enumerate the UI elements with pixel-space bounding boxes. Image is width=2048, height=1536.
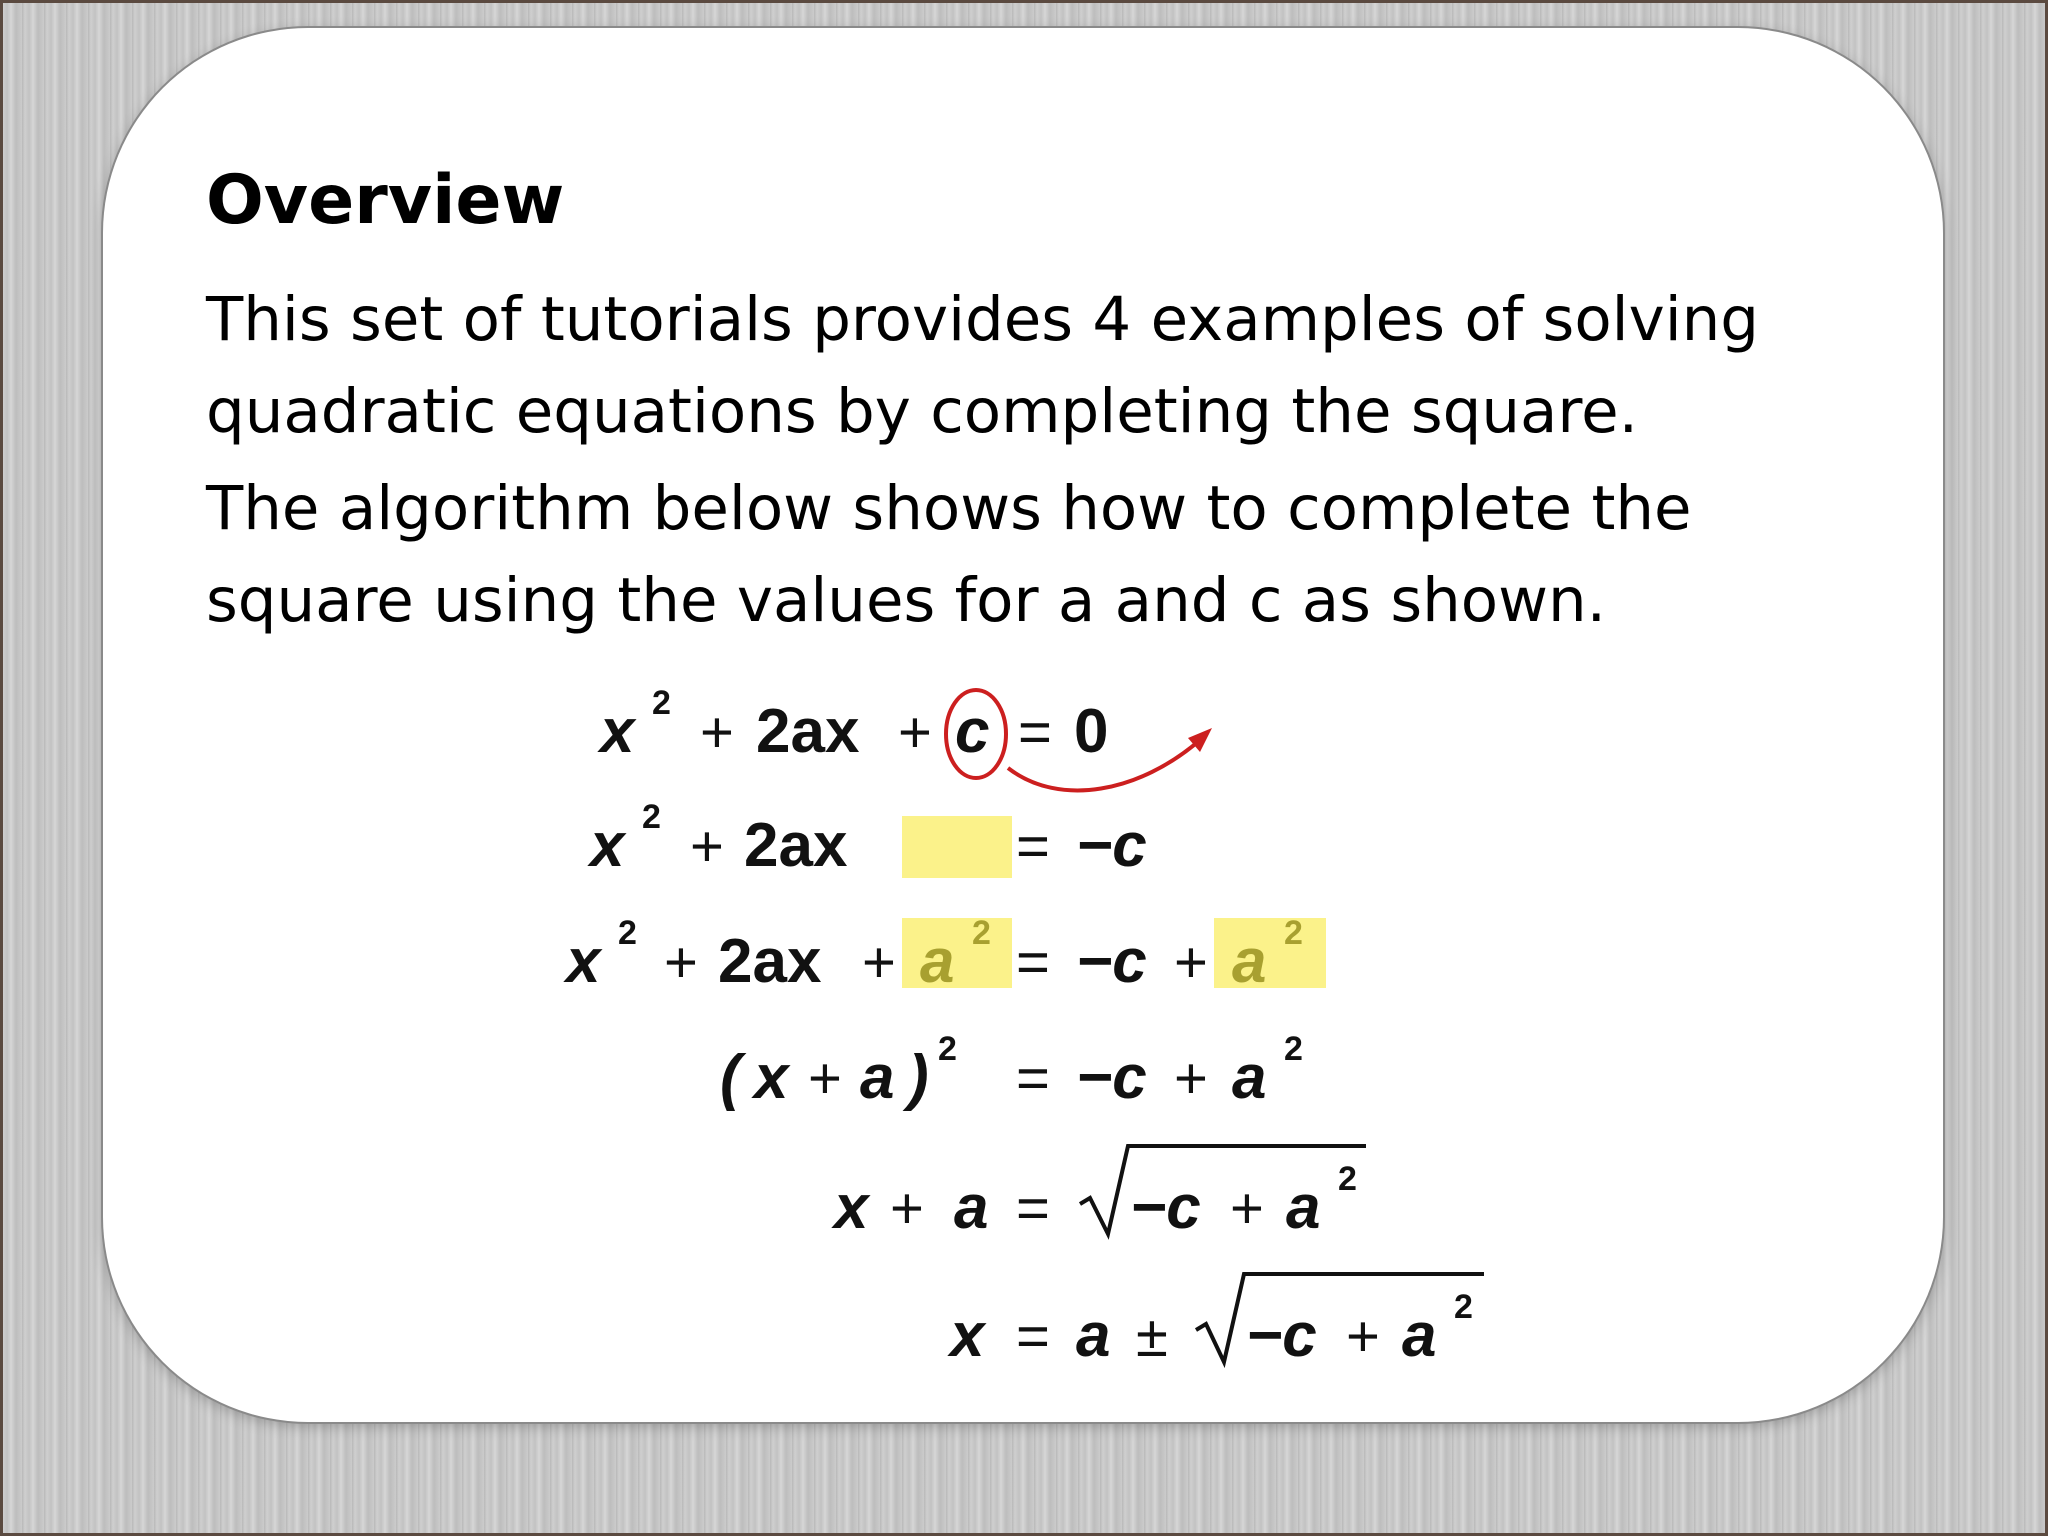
eq2-plus: + [690,814,724,879]
eq6-a: a [1076,1301,1111,1370]
eq4-equals: = [1016,1046,1050,1111]
eq3-neg-c: −c [1076,927,1147,996]
eq3-x-exponent: 2 [618,914,637,952]
eq6-x: x [950,1301,985,1370]
eq3-plus-3: + [1174,930,1208,995]
eq3-2ax: 2ax [718,927,822,996]
eq2-x: x [590,811,625,880]
eq6-equals: = [1016,1304,1050,1369]
equation-line-1 [597,684,1108,766]
eq6-radical-sign [1196,1274,1484,1362]
highlight-box-line3-left [902,918,1012,988]
eq4-close-paren: ) [908,1043,929,1112]
eq2-equals: = [1016,814,1050,879]
equation-line-6 [947,1274,1484,1370]
eq4-a-right: a [1232,1043,1267,1112]
eq4-plus-1: + [808,1046,842,1111]
eq1-x-exponent: 2 [652,684,671,722]
eq2-x-exponent: 2 [642,798,661,836]
eq2-neg-c: −c [1076,811,1147,880]
eq5-equals: = [1016,1176,1050,1241]
eq4-a: a [860,1043,895,1112]
eq6-plus-minus: ± [1136,1304,1168,1369]
eq3-plus-2: + [862,930,896,995]
eq1-zero: 0 [1074,697,1109,766]
eq3-a-left: a [920,927,955,996]
eq6-neg-c: −c [1246,1301,1317,1370]
highlight-box-line2 [902,816,1012,878]
slide-title: Overview [206,161,565,240]
eq1-plus-2: + [898,700,932,765]
eq4-plus-2: + [1174,1046,1208,1111]
highlight-box-line3-right [1214,918,1326,988]
eq3-a-right: a [1232,927,1267,996]
eq3-a-right-exponent: 2 [1284,914,1303,952]
eq5-plus-2: + [1230,1176,1264,1241]
eq3-plus-1: + [664,930,698,995]
equation-line-4 [720,1030,1303,1112]
equation-line-3 [563,914,1303,996]
eq5-a-right: a [1286,1173,1321,1242]
intro-line-1: This set of tutorials provides 4 examples of solving [206,284,1760,355]
eq6-a-right-exponent: 2 [1454,1288,1473,1326]
eq4-neg-c: −c [1076,1043,1147,1112]
eq4-x: x [754,1043,789,1112]
eq4-a-right-exponent: 2 [1284,1030,1303,1068]
eq5-a: a [954,1173,989,1242]
eq4-paren-exponent: 2 [938,1030,957,1068]
algorithm-line-1: The algorithm below shows how to complete the [206,473,1692,544]
eq1-2ax: 2ax [756,697,860,766]
eq4-open-paren: ( [720,1043,741,1112]
algorithm-line-2: square using the values for a and c as shown. [206,565,1607,636]
eq1-equals: = [1018,700,1052,765]
equation-line-2 [587,798,1147,880]
eq1-c: c [955,697,990,766]
eq3-x: x [566,927,601,996]
eq5-neg-c: −c [1130,1173,1201,1242]
eq6-plus: + [1346,1304,1380,1369]
eq5-plus-1: + [890,1176,924,1241]
eq5-radical-sign [1080,1146,1366,1234]
eq5-a-right-exponent: 2 [1338,1160,1357,1198]
eq3-a-left-exponent: 2 [972,914,991,952]
eq6-a-right: a [1402,1301,1437,1370]
eq5-x: x [834,1173,869,1242]
eq1-plus-1: + [700,700,734,765]
eq2-2ax: 2ax [744,811,848,880]
eq3-equals: = [1016,930,1050,995]
equation-line-5 [831,1146,1366,1242]
intro-line-2: quadratic equations by completing the square. [206,376,1639,447]
eq1-x: x [600,697,635,766]
